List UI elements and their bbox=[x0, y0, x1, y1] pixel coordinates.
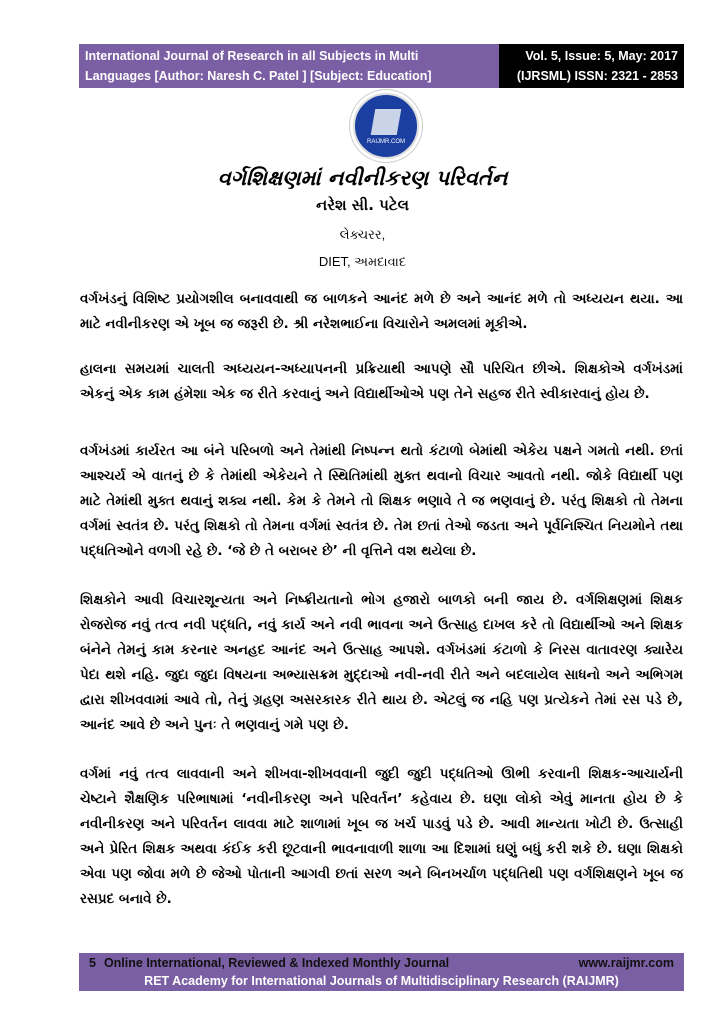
logo-emblem-icon bbox=[371, 109, 402, 135]
issn: (IJRSML) ISSN: 2321 - 2853 bbox=[516, 69, 678, 83]
journal-header bbox=[79, 44, 684, 88]
paragraph: વર્ગખંડમાં કાર્યરત આ બંને પરિબળો અને તેમાંથી નિષ્પન્ન થતો કંટાળો બેમાંથી એકેય પક્ષને ગમતો નથી. છતાં આશ્ચર્ય એ વાતનું છે કે તેમાંથી એકેયને તે સ્થિતિમાંથી મુક્ત થવાનો વિચાર આવતો નથી. જોકે વિદ્યાર્થી પણ માટે તેમાંથી મુક્ત થવાનું શક્ય નથી. કેમ કે તેમને તો શિક્ષક ભણાવે તે જ ભણવાનું છે. પરંતુ શિક્ષકો તો તેમના વર્ગમાં સ્વતંત્ર છે. પરંતુ શિક્ષકો તો તેમના વર્ગમાં સ્વતંત્ર છે. તેમ છતાં તેઓ જડતા અને પૂર્વનિશ્ચિત નિયમોને તથા પદ્ધતિઓને વળગી રહે છે. ‘જે છે તે બરાબર છે’ ની વૃત્તિને વશ થયેલા છે. bbox=[80, 443, 683, 559]
paragraph: શિક્ષકોને આવી વિચારશૂન્યતા અને નિષ્ક્રીયતાનો ભોગ હજારો બાળકો બની જાય છે. વર્ગશિક્ષણમાં શિક્ષક રોજરોજ નવું તત્વ નવી પદ્ધતિ, નવું કાર્ય અને નવી ભાવના અને ઉત્સાહ દાખલ કરે તો વિદ્યાર્થીઓ અને શિક્ષક બંનેને તેમનું કામ કરનાર અનહદ આનંદ અને ઉત્સાહ આપશે. વર્ગખંડમાં કંટાળો કે નિરસ વાતાવરણ ક્યારેય પેદા થશે નહિ. જુદા જુદા વિષયના અભ્યાસક્રમ મુદ્દાઓ નવી-નવી રીતે અને બદલાયેલ સાધનો અને અભિગમ દ્વારા શીખવવામાં આવે તો, તેનું ગ્રહણ અસરકારક રીતે થાય છે. એટલું જ નહિ પણ પ્રત્યેકને તેમાં રસ પડે છે, આનંદ આવે છે અને પુનઃ તે ભણવાનું ગમે પણ છે. bbox=[80, 592, 683, 733]
journal-title-line1: International Journal of Research in all Subjects in Multi bbox=[85, 49, 419, 63]
website-link[interactable]: www.raijmr.com bbox=[578, 956, 674, 970]
paragraph: વર્ગમાં નવું તત્વ લાવવાની અને શીખવા-શીખવવાની જુદી જુદી પદ્ધતિઓ ઊભી કરવાની શિક્ષક-આચાર્યની ચેષ્ટાને શૈક્ષણિક પરિભાષામાં ‘નવીનીકરણ અને પરિવર્તન’ કહેવાય છે. ઘણા લોકો એવું માનતા હોય છે કે નવીનીકરણ અને પરિવર્તન લાવવા માટે શાળામાં ખૂબ જ ખર્ચ પાડવું પડે છે. આવી માન્યતા ખોટી છે. ઉત્સાહી અને પ્રેરિત શિક્ષક અથવા કંઈક કરી છૂટવાની ભાવનાવાળી શાળા આ દિશામાં ઘણું બધું કરી શકે છે. ઘણા શિક્ષકો એવા પણ જોવા મળે છે જેઓ પોતાની આગવી છતાં સરળ અને બિનખર્ચાળ પદ્ધતિથી પણ વર્ગશિક્ષણને ખૂબ જ રસપ્રદ બનાવે છે. bbox=[80, 766, 683, 907]
journal-title-line2: Languages [Author: Naresh C. Patel ] [Subject: Education] bbox=[85, 69, 432, 83]
journal-logo bbox=[353, 93, 419, 159]
journal-footer bbox=[79, 953, 684, 991]
paragraph: વર્ગખંડનું વિશિષ્ટ પ્રયોગશીલ બનાવવાથી જ બાળકને આનંદ મળે છે અને આનંદ મળે તો અધ્યયન થયા. આ માટે નવીનીકરણ એ ખૂબ જ જરૂરી છે. શ્રી નરેશભાઈના વિચારોને અમલમાં મૂકીએ. bbox=[80, 291, 683, 332]
issue-info bbox=[499, 44, 684, 88]
footer-tagline: Online International, Reviewed & Indexed Monthly Journal bbox=[103, 956, 450, 970]
article-title: વર્ગશિક્ષણમાં નવીનીકરણ પરિવર્તન bbox=[217, 165, 508, 190]
logo-text: RAIJMR.COM bbox=[367, 139, 405, 145]
publisher-name: RET Academy for International Journals of Multidisciplinary Research (RAIJMR) bbox=[144, 974, 619, 988]
author-affiliation: DIET, અમદાવાદ bbox=[318, 254, 407, 269]
article-author: નરેશ સી. પટેલ bbox=[316, 196, 409, 214]
page-number: 5 bbox=[89, 956, 96, 970]
article-body bbox=[80, 287, 683, 932]
journal-info bbox=[79, 44, 499, 88]
volume-issue: Vol. 5, Issue: 5, May: 2017 bbox=[525, 49, 678, 63]
paragraph: હાલના સમયમાં ચાલતી અધ્યયન-અધ્યાપનની પ્રક્રિયાથી આપણે સૌ પરિચિત છીએ. શિક્ષકોએ વર્ગખંડમાં એકનું એક કામ હંમેશા એક જ રીતે કરવાનું અને વિદ્યાર્થીઓએ પણ તેને સહજ રીતે સ્વીકારવાનું હોય છે. bbox=[80, 361, 683, 402]
author-role: લેક્ચરર, bbox=[339, 227, 386, 242]
